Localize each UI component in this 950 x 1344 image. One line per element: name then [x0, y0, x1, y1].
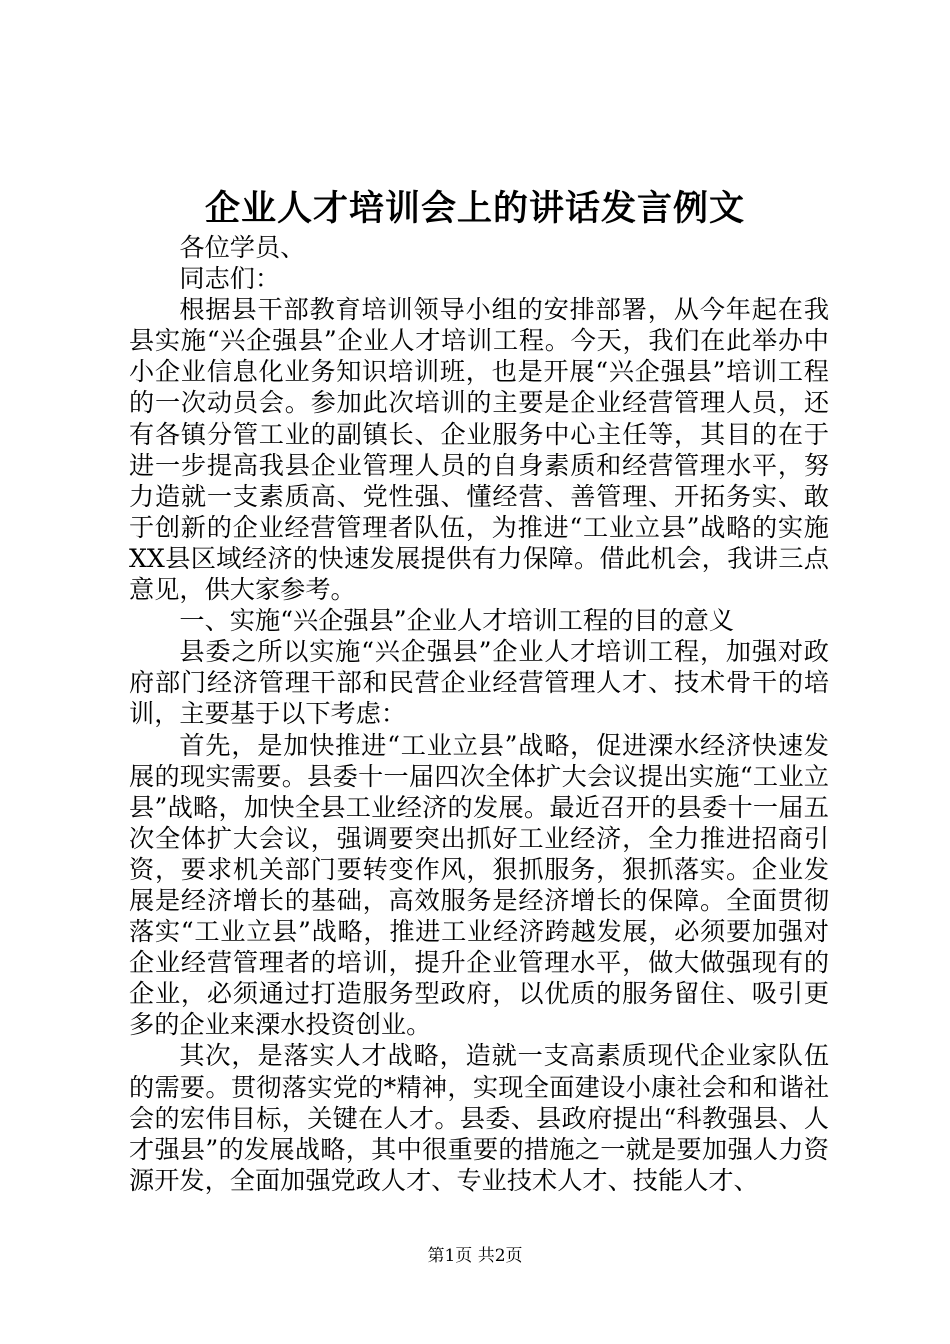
paragraph-first-point: 首先，是加快推进“工业立县”战略，促进溧水经济快速发展的现实需要。县委十一届四次全体扩大会议提出实施“工业立县”战略，加快全县工业经济的发展。最近召开的县委十一届五次全体扩大会议，强调要突出抓好工业经济，全力推进招商引资，要求机关部门要转变作风，狠抓服务，狠抓落实。企业发展是经济增长的基础，高效服务是经济增长的保障。全面贯彻落实“工业立县”战略，推进工业经济跨越发展，必须要加强对企业经营管理者的培训，提升企业管理水平，做大做强现有的企业，必须通过打造服务型政府，以优质的服务留住、吸引更多的企业来溧水投资创业。 — [129, 730, 829, 1040]
section-heading-1: 一、实施“兴企强县”企业人才培训工程的目的意义 — [179, 606, 735, 636]
document-title: 企业人才培训会上的讲话发言例文 — [204, 188, 745, 229]
salutation-line-2: 同志们： — [179, 264, 281, 294]
paragraph-considerations: 县委之所以实施“兴企强县”企业人才培训工程，加强对政府部门经济管理干部和民营企业经营管理人才、技术骨干的培训，主要基于以下考虑： — [129, 637, 829, 729]
page-footer: 第1页 共2页 — [427, 1246, 523, 1266]
document-body — [129, 232, 829, 1196]
paragraph-intro: 根据县干部教育培训领导小组的安排部署，从今年起在我县实施“兴企强县”企业人才培训工程。今天，我们在此举办中小企业信息化业务知识培训班，也是开展“兴企强县”培训工程的一次动员会。参加此次培训的主要是企业经营管理人员，还有各镇分管工业的副镇长、企业服务中心主任等，其目的在于进一步提高我县企业管理人员的自身素质和经营管理水平，努力造就一支素质高、党性强、懂经营、善管理、开拓务实、敢于创新的企业经营管理者队伍，为推进“工业立县”战略的实施XX县区域经济的快速发展提供有力保障。借此机会，我讲三点意见，供大家参考。 — [129, 295, 829, 605]
paragraph-second-point: 其次，是落实人才战略，造就一支高素质现代企业家队伍的需要。贯彻落实党的*精神，实现全面建设小康社会和和谐社会的宏伟目标，关键在人才。县委、县政府提出“科教强县、人才强县”的发展战略，其中很重要的措施之一就是要加强人力资源开发，全面加强党政人才、专业技术人才、技能人才、 — [129, 1041, 829, 1195]
salutation-line-1: 各位学员、 — [179, 233, 306, 262]
